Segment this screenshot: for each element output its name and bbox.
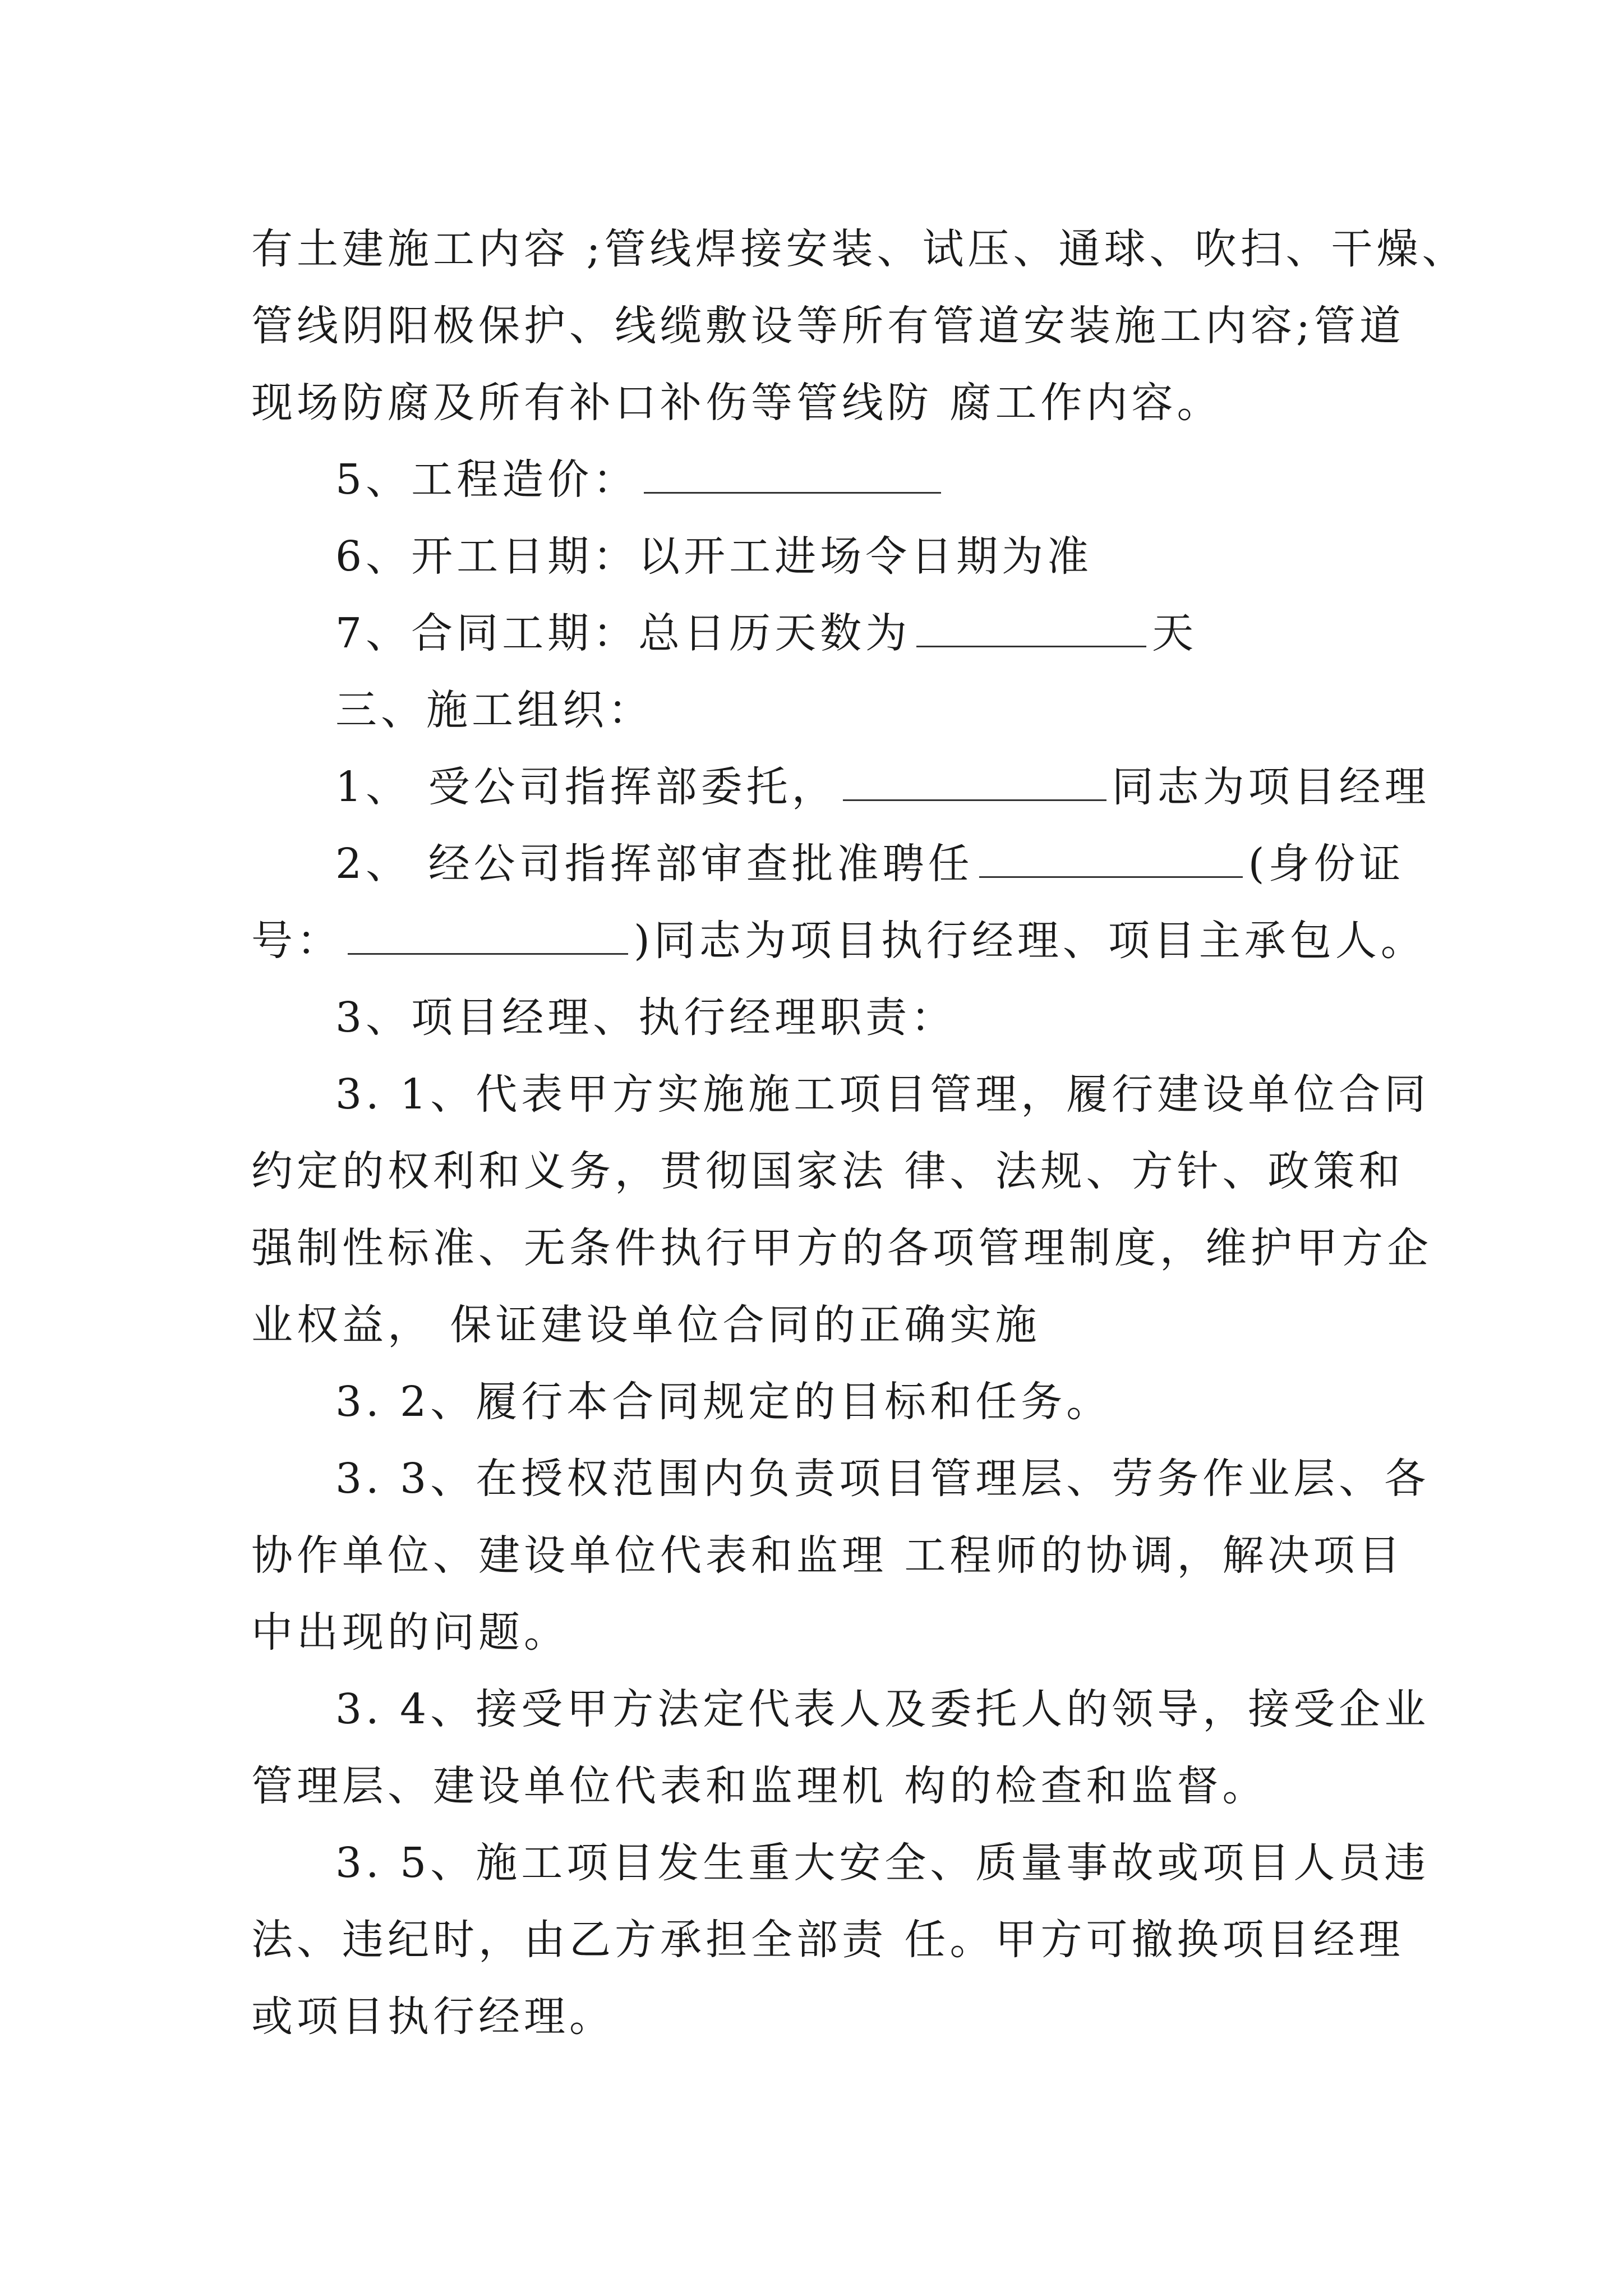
text-line: 法、违纪时，由乙方承担全部责 任。甲方可撤换项目经理 <box>251 1916 1404 1964</box>
text-line: 业权益， 保证建设单位合同的正确实施 <box>251 1301 1041 1349</box>
clause-label: 号： <box>251 917 342 965</box>
clause-project-manager <box>251 749 1430 826</box>
clause-contract-period <box>251 595 1395 672</box>
text-line: 3. 4、接受甲方法定代表人及委托人的领导，接受企业 <box>335 1685 1430 1733</box>
subsection-heading: 3、项目经理、执行经理职责： <box>335 993 957 1042</box>
text-line: 中出现的问题。 <box>251 1608 569 1657</box>
clause-label: 7、合同工期：总日历天数为 <box>335 609 911 657</box>
fill-in-blank <box>644 457 941 494</box>
clause-suffix: 同志为项目经理 <box>1112 763 1430 811</box>
text-line: 或项目执行经理。 <box>251 1993 615 2041</box>
text-line: 管线阴阳极保护、线缆敷设等所有管道安装施工内容;管道 <box>251 302 1405 350</box>
text-line: 有土建施工内容 ;管线焊接安装、试压、通球、吹扫、干燥、 <box>251 225 1468 273</box>
text-line: 强制性标准、无条件执行甲方的各项管理制度，维护甲方企 <box>251 1224 1432 1272</box>
clause-label: 5、工程造价： <box>335 455 639 504</box>
text-line: 协作单位、建设单位代表和监理 工程师的协调，解决项目 <box>251 1531 1404 1580</box>
fill-in-blank <box>979 841 1243 878</box>
text-line: 现场防腐及所有补口补伤等管线防 腐工作内容。 <box>251 379 1223 427</box>
text-line: 3. 2、履行本合同规定的目标和任务。 <box>335 1378 1112 1426</box>
fill-in-blank <box>843 765 1106 801</box>
clause-suffix: (身份证 <box>1248 840 1405 888</box>
clause-suffix: )同志为项目执行经理、项目主承包人。 <box>634 917 1426 965</box>
section-heading: 三、施工组织： <box>335 686 653 734</box>
text-line: 3. 1、代表甲方实施施工项目管理，履行建设单位合同 <box>335 1070 1430 1119</box>
clause-executive-manager <box>251 826 1405 903</box>
clause-label: 2、 经公司指挥部审查批准聘任 <box>335 840 974 888</box>
fill-in-blank <box>916 611 1146 647</box>
fill-in-blank <box>348 918 628 955</box>
text-line: 3. 3、在授权范围内负责项目管理层、劳务作业层、各 <box>335 1455 1430 1503</box>
text-line: 3. 5、施工项目发生重大安全、质量事故或项目人员违 <box>335 1839 1430 1887</box>
text-line: 管理层、建设单位代表和监理机 构的检查和监督。 <box>251 1762 1268 1810</box>
clause-id-number <box>251 903 1426 979</box>
clause-start-date: 6、开工日期：以开工进场令日期为准 <box>335 532 1093 581</box>
clause-project-cost <box>251 441 1395 518</box>
clause-suffix: 天 <box>1152 609 1198 657</box>
document-body <box>251 211 1468 2055</box>
clause-label: 1、 受公司指挥部委托， <box>335 763 837 811</box>
text-line: 约定的权利和义务，贯彻国家法 律、法规、方针、政策和 <box>251 1147 1404 1195</box>
